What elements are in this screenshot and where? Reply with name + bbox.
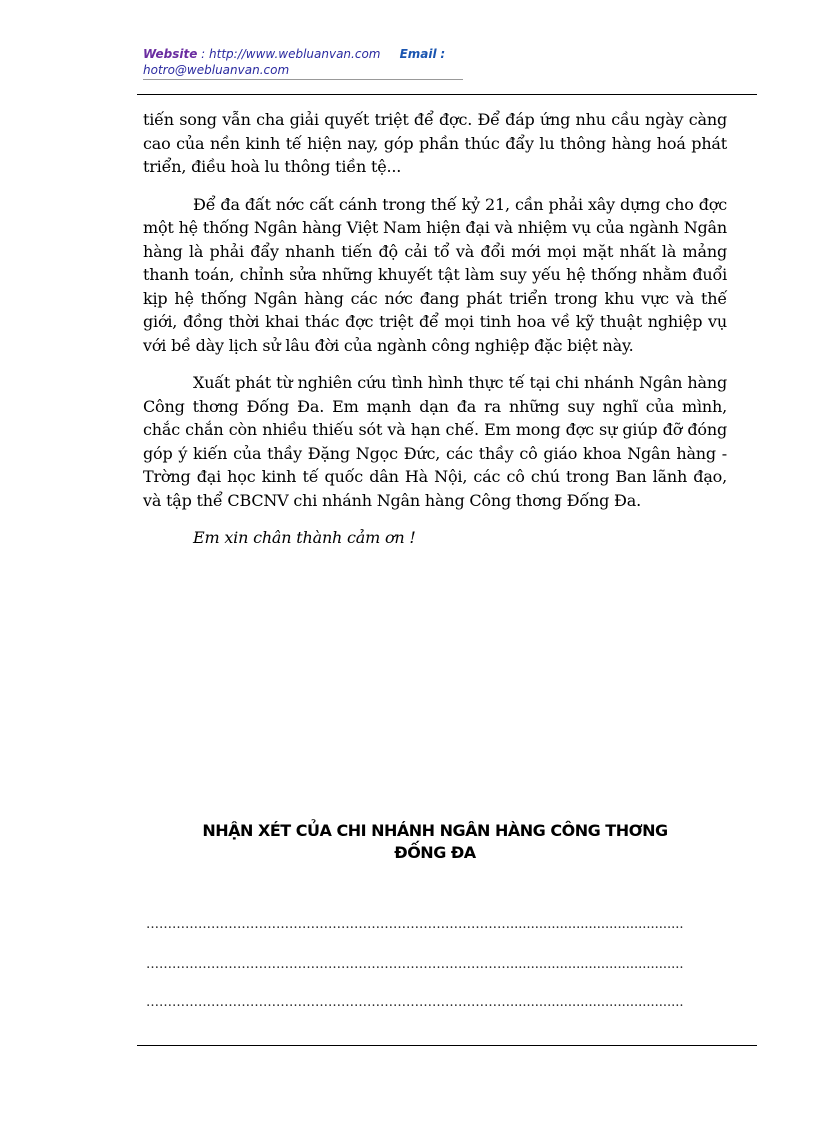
website-link[interactable]: : http://www.webluanvan.com (201, 47, 381, 61)
thanks-line: Em xin chân thành cảm ơn ! (193, 528, 416, 547)
header-divider (137, 94, 757, 95)
paragraph-2: Để đa đất nớc cất cánh trong thế kỷ 21, cần phải xây dựng cho đợc một hệ thống Ngân hàng Việt Nam hiện đại và nhiệm vụ của ngành Ngân hàng là phải đẩy nhanh tiến độ cải tổ và đổi mới mọi mặt nhất là mảng thanh toán, chỉnh sửa những khuyết tật làm suy yếu hệ thống nhằm đuổi kịp hệ thống Ngân hàng các nớc đang phát triển trong khu vực và thế giới, đồng thời khai thác đợc triệt để mọi tinh hoa về kỹ thuật nghiệp vụ với bề dày lịch sử lâu đời của ngành công nghiệp đặc biệt này. (143, 194, 727, 355)
footer-divider (137, 1045, 757, 1046)
dotted-line-1: ………………………………………………………………………….......................................... (146, 918, 684, 932)
header-line-1 (143, 46, 463, 62)
page-header (143, 46, 463, 80)
website-label: Website (143, 47, 198, 61)
section-title-line-2: ĐỐNG ĐA (394, 843, 476, 862)
paragraph-3: Xuất phát từ nghiên cứu tình hình thực tế tại chi nhánh Ngân hàng Công thơng Đống Đa. Em mạnh dạn đa ra những suy nghĩ của mình, chắc chắn còn nhiều thiếu sót và hạn chế. Em mong đợc sự giúp đỡ đóng góp ý kiến của thầy Đặng Ngọc Đức, các thầy cô giáo khoa Ngân hàng - Trờng đại học kinh tế quốc dân Hà Nội, các cô chú trong Ban lãnh đạo, và tập thể CBCNV chi nhánh Ngân hàng Công thơng Đống Đa. (143, 373, 727, 510)
section-title-line-1: NHẬN XÉT CỦA CHI NHÁNH NGÂN HÀNG CÔNG THƠNG (202, 821, 668, 840)
dotted-line-3: ………………………………………………………………………….......................................... (146, 996, 684, 1010)
document-body (143, 108, 727, 564)
paragraph-1: tiến song vẫn cha giải quyết triệt để đợc. Để đáp ứng nhu cầu ngày càng cao của nền kinh tế hiện nay, góp phần thúc đẩy lu thông hàng hoá phát triển, điều hoà lu thông tiền tệ... (143, 110, 727, 176)
email-label: Email (399, 47, 437, 61)
email-link[interactable]: hotro@webluanvan.com (143, 62, 463, 80)
dotted-line-2: ………………………………………………………………………….......................................... (146, 958, 684, 972)
email-colon: : (440, 47, 446, 61)
section-title (143, 820, 727, 864)
